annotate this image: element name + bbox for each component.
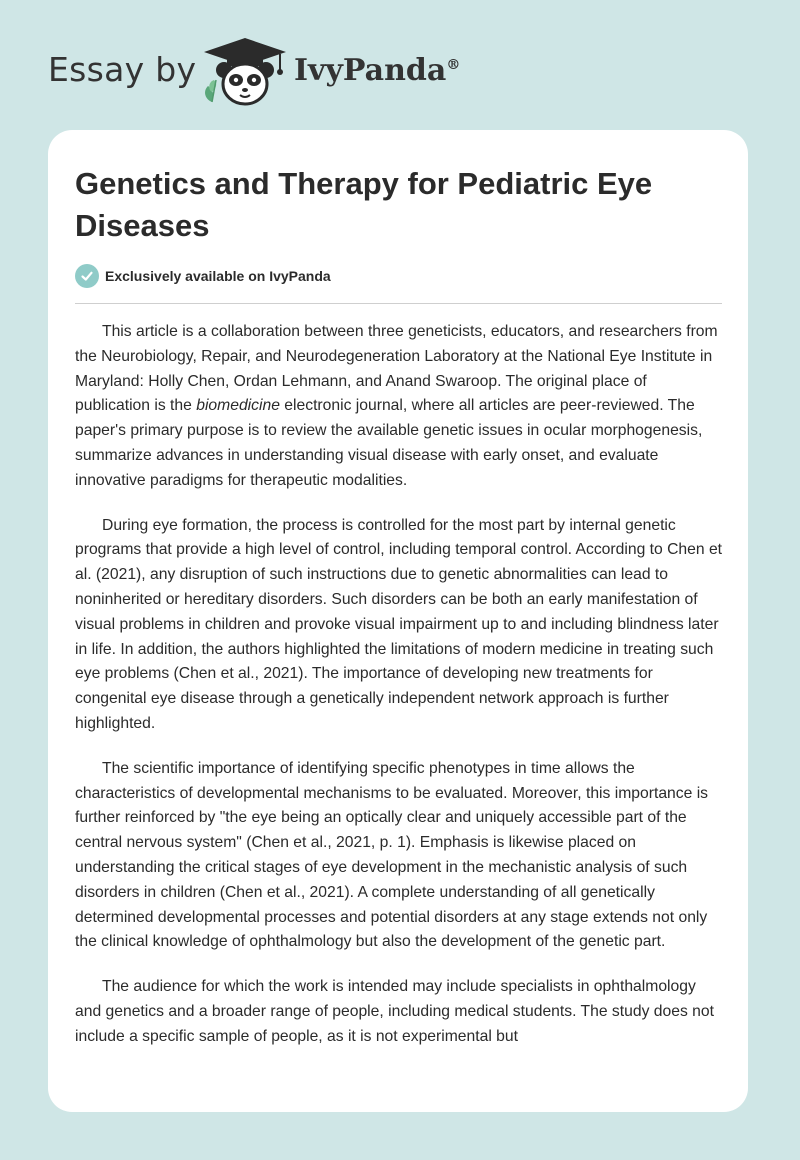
essay-title: Genetics and Therapy for Pediatric Eye Diseases: [75, 166, 653, 243]
paragraph-1: [75, 320, 723, 494]
paragraph-2: During eye formation, the process is controlled for the most part by internal genetic programs that provide a high level of control, including temporal control. According to Chen et al. (2021), any disruption of such instructions due to genetic abnormalities can lead to noninherited or hereditary disorders. Such disorders can be both an early manifestation of visual problems in children and provoke visual impairment up to and including blindness later in life. In addition, the authors highlighted the limitations of modern medicine in treating such eye problems (Chen et al., 2021). The importance of developing new treatments for congenital eye disease through a genetically independent network approach is further highlighted.: [75, 516, 723, 732]
title-divider: [75, 303, 722, 304]
exclusive-badge: [75, 263, 331, 289]
paragraph-4: The audience for which the work is intended may include specialists in ophthalmology and genetics and a broader range of people, including medical students. The study does not include a specific sample of people, as it is not experimental but: [75, 978, 714, 1045]
journal-name: biomedicine: [196, 397, 280, 415]
paragraph-1-part-a: This article is a collaboration between three geneticists, educators, and researchers from the Neurobiology, Repair, and Neurodegeneration Laboratory at the National Eye Institute in Maryland: Holly Chen, Ordan Lehmann, and Anand Swaroop. The original place of publication is the: [75, 323, 718, 415]
registered-mark: ®: [446, 57, 461, 73]
brand-name[interactable]: [294, 53, 460, 88]
essay-card: [48, 130, 748, 1112]
exclusive-label: Exclusively available on IvyPanda: [105, 268, 331, 284]
paragraph-3: The scientific importance of identifying specific phenotypes in time allows the characteristics of developmental mechanisms to be evaluated. Moreover, this importance is further reinforced by "the eye being an optically clear and uniquely accessible part of the central nervous system" (Chen et al., 2021, p. 1). Emphasis is likewise placed on understanding the critical stages of eye development in the mechanistic analysis of such disorders in children (Chen et al., 2021). A complete understanding of all genetically determined developmental processes and potential disorders at any stage extends not only the clinical knowledge of ophthalmology but also the development of the genetic part.: [75, 759, 709, 951]
essay-body: [75, 320, 723, 1070]
check-circle-icon: [75, 264, 99, 288]
panda-graduate-logo-icon[interactable]: [200, 36, 290, 108]
brand-name-text: IvyPanda: [294, 53, 447, 88]
paragraph-1-part-b: electronic journal, where all articles are peer-reviewed. The paper's primary purpose is to review the available genetic issues in ocular morphogenesis, summarize advances in understanding visual disease with early onset, and evaluate innovative paradigms for therapeutic modalities.: [75, 397, 703, 489]
essay-by-label: Essay by: [48, 50, 197, 89]
site-header: [0, 0, 800, 120]
